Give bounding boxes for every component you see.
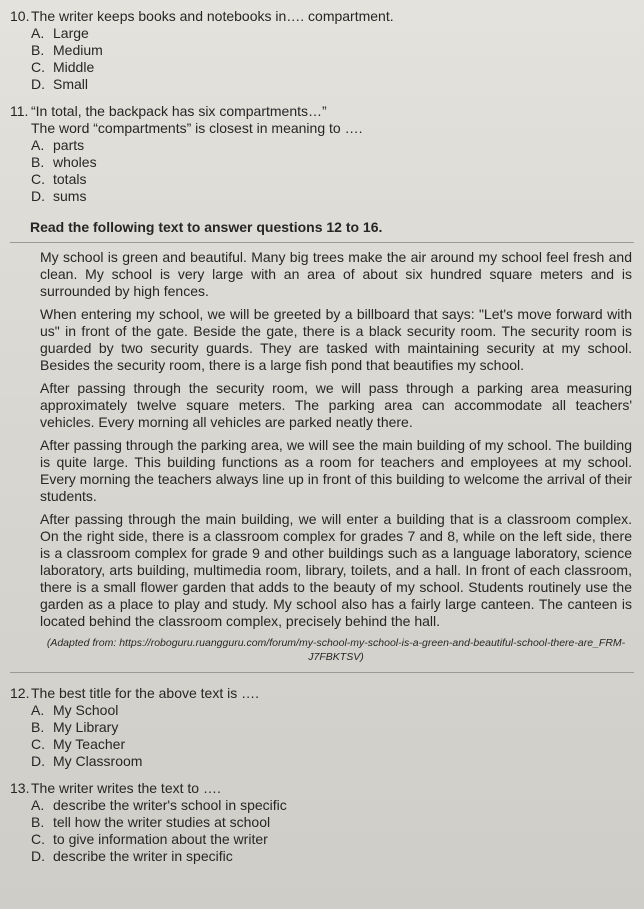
passage-paragraph: After passing through the parking area, we will see the main building of my school. The building is quite large. This building functions as a room for teachers and employees at my school. Every morning the teachers always line up in front of this building to welcome the arrival of their students. — [40, 437, 632, 504]
option-letter: D. — [31, 76, 45, 92]
passage-paragraph: After passing through the security room, we will pass through a parking area measuring approximately twelve square meters. The parking area can accommodate all teachers' vehicles. Every morning all vehicles are parked neatly there. — [40, 380, 632, 430]
question-stem: “In total, the backpack has six compartments…” — [31, 103, 327, 119]
option-letter: B. — [31, 814, 45, 830]
option-a[interactable] — [10, 797, 634, 814]
option-letter: D. — [31, 188, 45, 204]
option-letter: D. — [31, 848, 45, 864]
reading-instruction: Read the following text to answer questions 12 to 16. — [30, 219, 383, 235]
option-text: Middle — [53, 59, 95, 75]
question-number: 12. — [10, 685, 30, 701]
option-text: My Library — [53, 719, 119, 735]
question-stem: The writer writes the text to …. — [31, 780, 221, 796]
question-number: 10. — [10, 8, 30, 24]
reading-passage — [10, 242, 634, 673]
option-text: Large — [53, 25, 89, 41]
passage-source: (Adapted from: https://roboguru.ruangguru.com/forum/my-school-my-school-is-a-green-and-beautiful-school-there-are_FRM-J7FBKTSV) — [46, 637, 626, 663]
option-b[interactable] — [10, 719, 634, 736]
option-text: Medium — [53, 42, 103, 58]
option-letter: A. — [31, 797, 45, 813]
option-text: sums — [53, 188, 87, 204]
option-text: parts — [53, 137, 85, 153]
question-number: 13. — [10, 780, 30, 796]
option-text: My Classroom — [53, 753, 143, 769]
option-letter: C. — [31, 736, 45, 752]
option-b[interactable] — [10, 814, 634, 831]
question-stem: The writer keeps books and notebooks in…. compartment. — [31, 8, 394, 24]
option-letter: C. — [31, 59, 45, 75]
passage-paragraph: My school is green and beautiful. Many big trees make the air around my school feel fresh and clean. My school is very large with an area of about six hundred square meters and is surrounded by high fences. — [40, 249, 632, 299]
option-letter: A. — [31, 702, 45, 718]
passage-paragraph: When entering my school, we will be greeted by a billboard that says: "Let's move forward with us" in front of the gate. Beside the gate, there is a black security room. The security room is guarded by two security guards. They are tasked with maintaining security at my school. Besides the security room, there is a large fish pond that beautifies my school. — [40, 306, 632, 373]
option-letter: B. — [31, 154, 45, 170]
option-text: totals — [53, 171, 87, 187]
question-stem: The best title for the above text is …. — [31, 685, 259, 701]
option-a[interactable] — [10, 25, 634, 42]
option-a[interactable] — [10, 702, 634, 719]
option-letter: A. — [31, 137, 45, 153]
option-letter: A. — [31, 25, 45, 41]
option-letter: B. — [31, 42, 45, 58]
option-d[interactable] — [10, 753, 634, 770]
option-b[interactable] — [10, 154, 634, 171]
option-text: describe the writer's school in specific — [53, 797, 287, 813]
option-text: My Teacher — [53, 736, 126, 752]
option-c[interactable] — [10, 831, 634, 848]
option-c[interactable] — [10, 59, 634, 76]
option-d[interactable] — [10, 848, 634, 865]
question-13 — [10, 780, 634, 865]
question-10 — [10, 8, 634, 93]
option-letter: C. — [31, 171, 45, 187]
option-a[interactable] — [10, 137, 634, 154]
option-text: describe the writer in specific — [53, 848, 233, 864]
option-text: My School — [53, 702, 119, 718]
option-c[interactable] — [10, 736, 634, 753]
option-letter: C. — [31, 831, 45, 847]
passage-paragraph: After passing through the main building, we will enter a building that is a classroom complex. On the right side, there is a classroom complex for grades 7 and 8, while on the left side, there is a classroom complex for grade 9 and other buildings such as a language laboratory, science laboratory, arts building, multimedia room, library, toilets, and a hall. In front of each classroom, there is a small flower garden that adds to the beauty of my school. Students routinely use the garden as a place to play and study. My school also has a fairly large canteen. The canteen is located behind the classroom complex, precisely behind the hall. — [40, 511, 632, 629]
option-text: tell how the writer studies at school — [53, 814, 271, 830]
option-d[interactable] — [10, 76, 634, 93]
option-text: Small — [53, 76, 89, 92]
question-12 — [10, 685, 634, 770]
question-substem: The word “compartments” is closest in meaning to …. — [31, 120, 363, 136]
option-text: wholes — [53, 154, 97, 170]
question-number: 11. — [10, 103, 29, 119]
option-text: to give information about the writer — [53, 831, 268, 847]
option-b[interactable] — [10, 42, 634, 59]
option-letter: B. — [31, 719, 45, 735]
question-11 — [10, 103, 634, 205]
option-d[interactable] — [10, 188, 634, 205]
option-letter: D. — [31, 753, 45, 769]
option-c[interactable] — [10, 171, 634, 188]
